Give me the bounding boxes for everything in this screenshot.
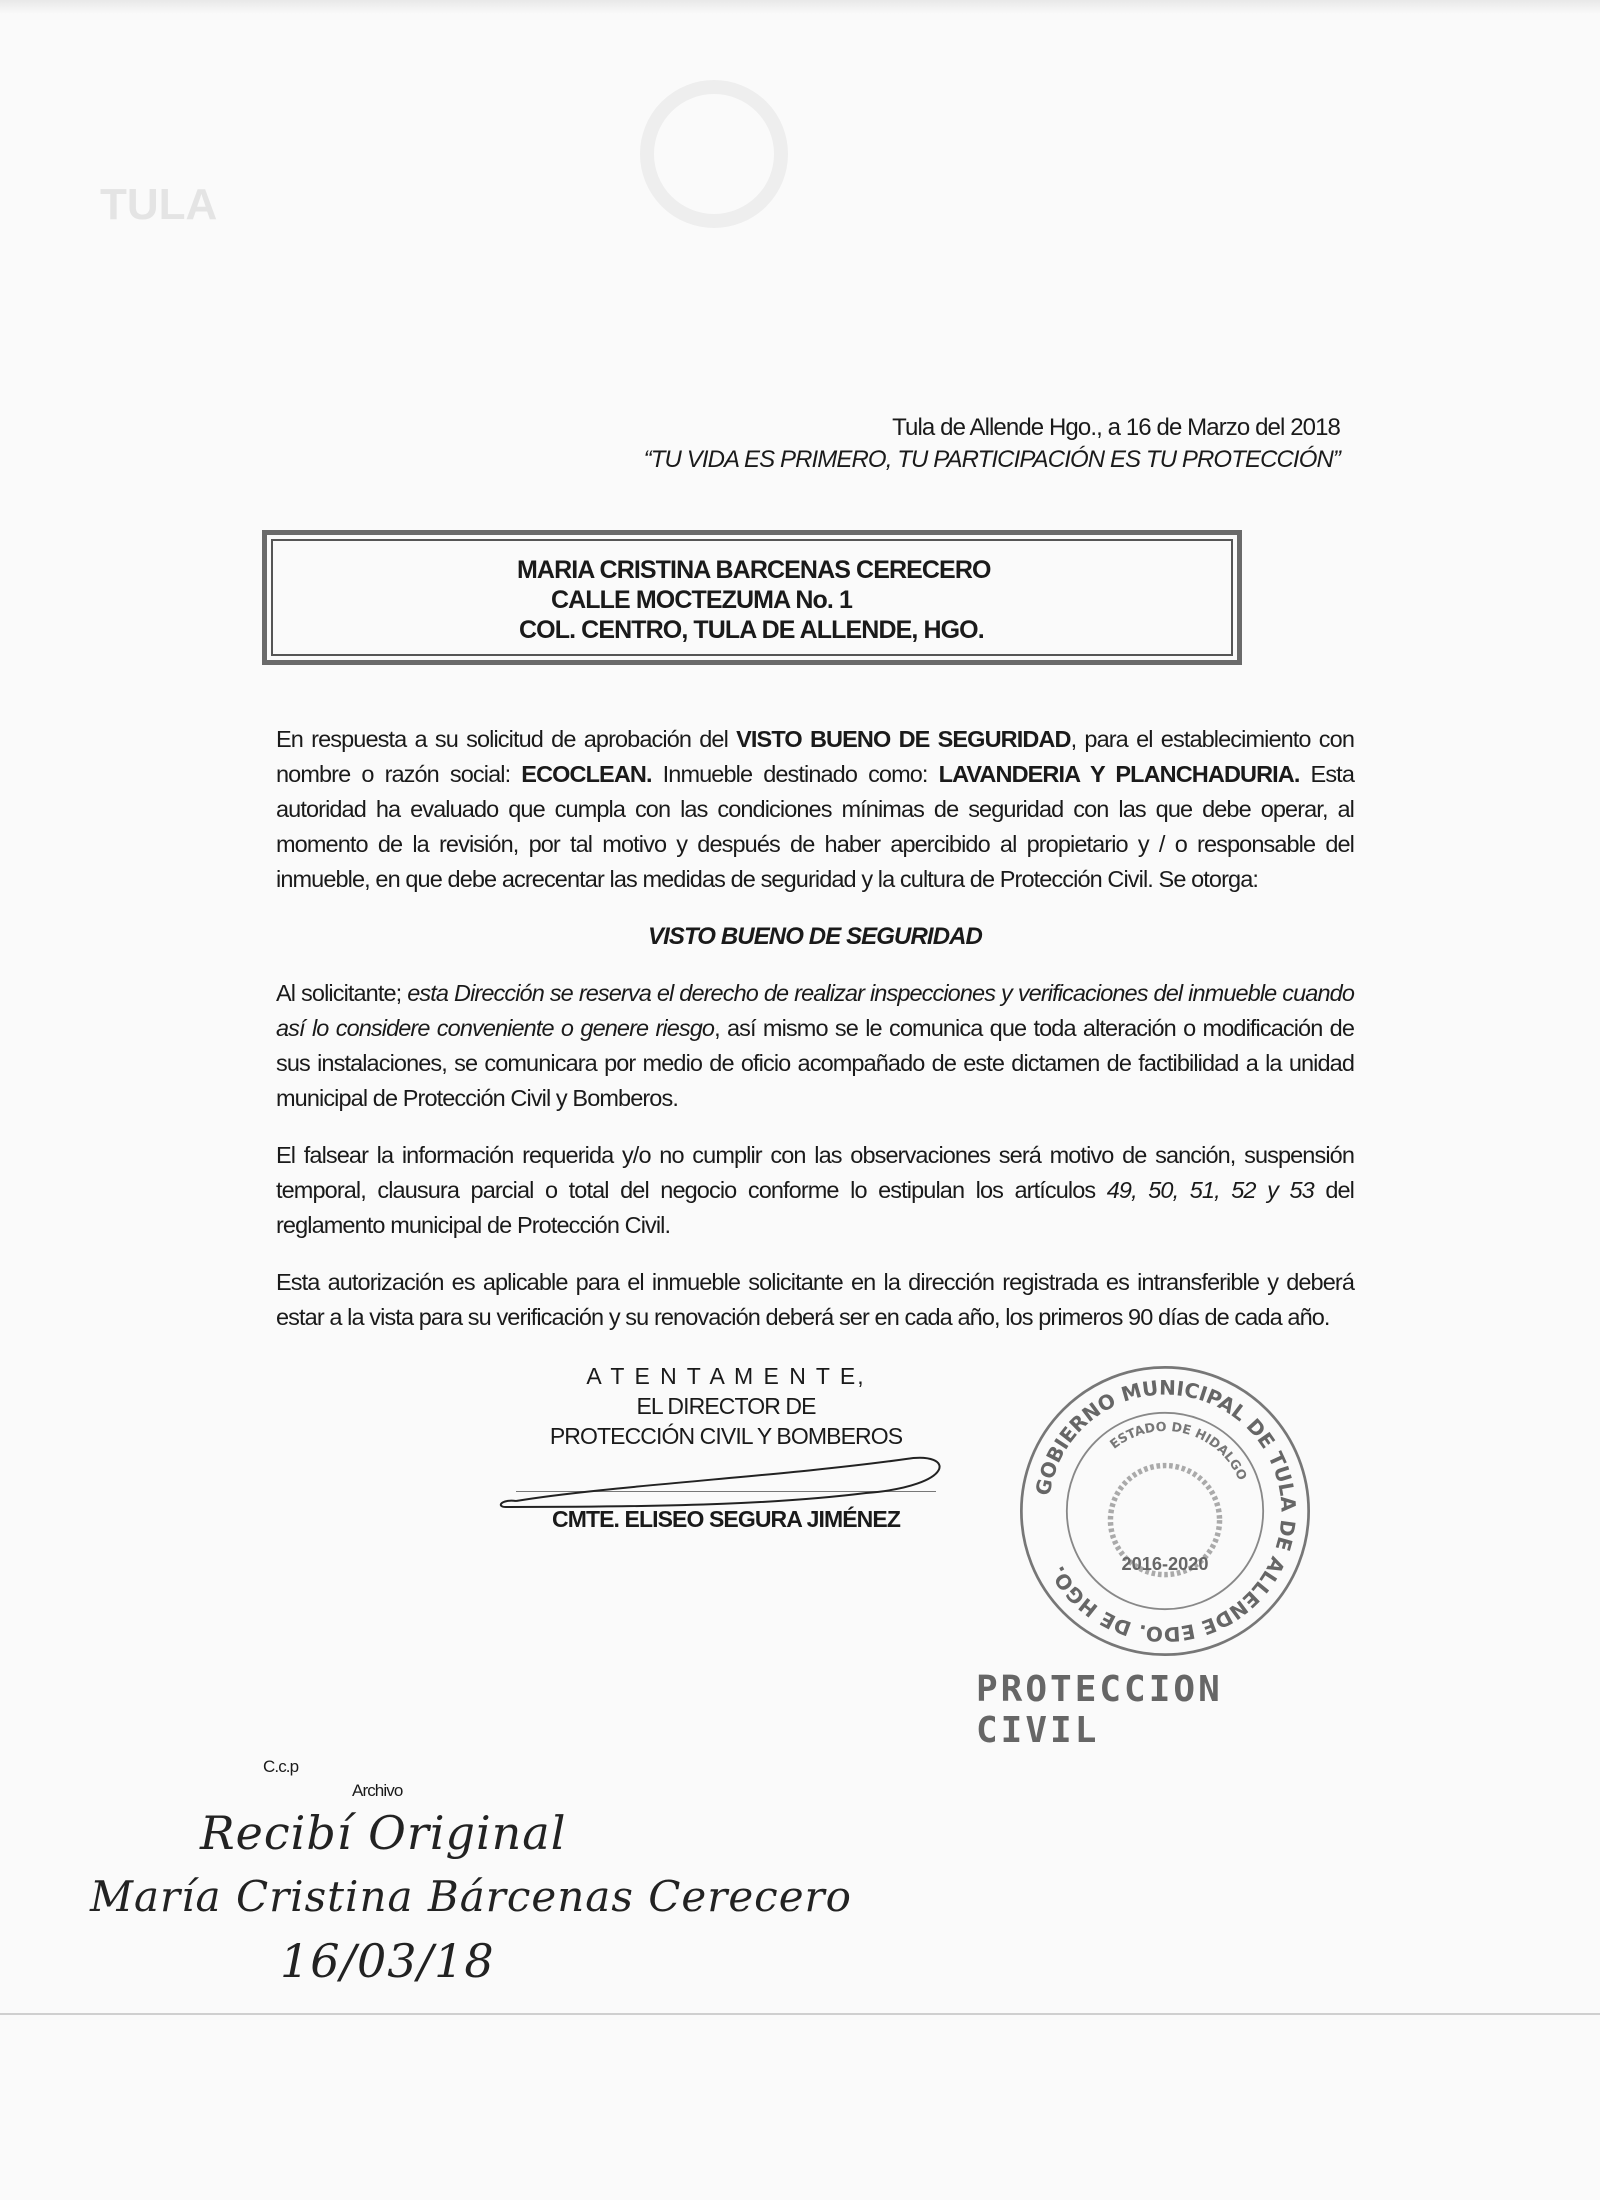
ghost-emblem [640,80,788,228]
articles: 49, 50, 51, 52 y 53 [1106,1177,1314,1203]
section-title: VISTO BUENO DE SEGURIDAD [647,923,982,950]
handwritten-received: Recibí Original [200,1806,567,1860]
text: El falsear la información requerida y/o no cumplir con las observaciones será motivo de sanción, suspensión temporal, clausura parcial o total del negocio conforme lo estipulan los artículos [276,1142,1354,1203]
protection-civil-stamp: PROTECCION CIVIL [976,1669,1223,1751]
seal-column [976,1361,1354,1751]
motto: “TU VIDA ES PRIMERO, TU PARTICIPACIÓN ES TU PROTECCIÓN” [643,446,1340,473]
paragraph-inspection [276,976,1354,1116]
signature-block [276,1361,976,1534]
text: del reglamento municipal de Protección Civil. [276,1177,1354,1238]
text-italic: esta Dirección se reserva el derecho de realizar inspecciones y verificaciones del inmueble cuando así lo considere conveniente o genere riesgo [276,980,1354,1041]
closing: A T E N T A M E N T E, [586,1363,866,1389]
text: Esta autoridad ha evaluado que cumpla con las condiciones mínimas de seguridad con las que debe operar, al momento de la revisión, por tal motivo y después de haber apercibido al propietario y / o responsable del inmueble, en que debe acrecentar las medidas de seguridad y la cultura de Protección Civil. Se otorga: [276,761,1354,892]
paragraph-sanctions [276,1138,1354,1243]
signer-role: EL DIRECTOR DE [636,1393,816,1419]
archive-label: Archivo [352,1781,403,1800]
business-type: LAVANDERIA Y PLANCHADURIA. [938,761,1300,787]
ghost-logo: TULA [100,180,218,229]
business-name: ECOCLEAN. [521,761,652,787]
text: , para el establecimiento con nombre o razón social: [276,726,1355,787]
text: Inmueble destinado como: [651,761,939,787]
recipient-colony: COL. CENTRO, TULA DE ALLENDE, HGO. [519,616,984,644]
signer-department: PROTECCIÓN CIVIL Y BOMBEROS [549,1423,903,1449]
seal-outer-text: GOBIERNO MUNICIPAL DE TULA DE ALLENDE EDO. DE HGO. [1030,1375,1301,1647]
recipient-name: MARIA CRISTINA BARCENAS CERECERO [517,556,991,584]
paragraph-validity: Esta autorización es aplicable para el inmueble solicitante en la dirección registrada es intransferible y deberá estar a la vista para su verificación y su renovación deberá ser en cada año, los primeros 90 días de cada año. [276,1269,1354,1330]
signer-name: CMTE. ELISEO SEGURA JIMÉNEZ [551,1506,900,1532]
handwritten-name: María Cristina Bárcenas Cerecero [90,1872,852,1921]
date-block [644,412,1340,476]
recipient-box [262,530,1242,665]
scan-edge-top [0,0,1600,14]
date-line: Tula de Allende Hgo., a 16 de Marzo del 2018 [892,414,1340,441]
signature-row [276,1361,1354,1751]
seal-inner-text: ESTADO DE HIDALGO [1106,1418,1251,1483]
seal-years: 2016-2020 [1121,1554,1209,1575]
text: En respuesta a su solicitud de aprobación del [276,726,737,752]
paragraph-request [276,722,1354,897]
letter-body [90,722,1355,2015]
handwritten-date: 16/03/18 [280,1934,495,1988]
svg-text:ESTADO DE HIDALGO [1107,1419,1250,1483]
official-seal [1015,1361,1315,1661]
ccp-label: C.c.p [263,1757,299,1776]
text: Al solicitante; [276,980,408,1006]
recipient-street: CALLE MOCTEZUMA No. 1 [551,586,852,614]
handwritten-signature [486,1431,966,1531]
scan-edge-bottom [0,2013,1600,2015]
svg-text:GOBIERNO MUNICIPAL DE TULA DE [1031,1375,1301,1646]
text: , así mismo se le comunica que toda alteración o modificación de sus instalaciones, se comunicara por medio de oficio acompañado de este dictamen de factibilidad a la unidad municipal de Protección Civil y Bomberos. [276,1015,1354,1111]
text-bold: VISTO BUENO DE SEGURIDAD [736,726,1071,752]
